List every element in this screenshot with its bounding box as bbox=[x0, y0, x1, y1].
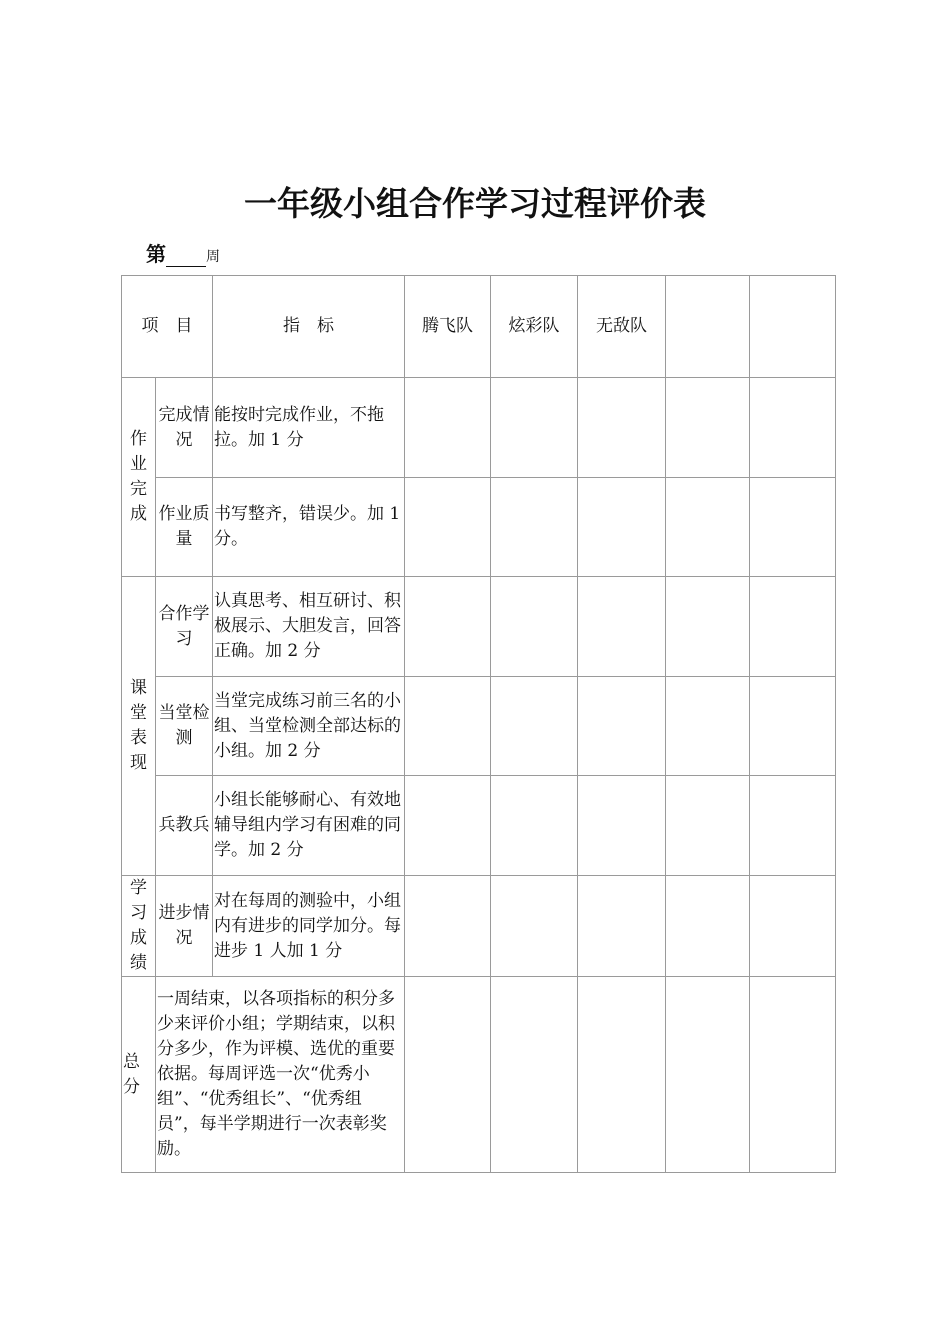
score-cell[interactable] bbox=[405, 876, 491, 977]
score-cell[interactable] bbox=[491, 478, 578, 577]
header-team-5 bbox=[750, 276, 836, 378]
score-cell[interactable] bbox=[666, 378, 750, 478]
score-cell[interactable] bbox=[666, 577, 750, 677]
table-row bbox=[122, 677, 836, 776]
score-cell[interactable] bbox=[405, 378, 491, 478]
sub-item: 进步情况 bbox=[156, 876, 213, 977]
header-indicator: 指 标 bbox=[213, 276, 405, 378]
score-cell[interactable] bbox=[750, 977, 836, 1173]
category-grades: 学习成绩 bbox=[122, 876, 156, 977]
sub-item: 作业质量 bbox=[156, 478, 213, 577]
score-cell[interactable] bbox=[405, 977, 491, 1173]
score-cell[interactable] bbox=[491, 378, 578, 478]
score-cell[interactable] bbox=[491, 776, 578, 876]
score-cell[interactable] bbox=[578, 677, 666, 776]
header-item: 项 目 bbox=[122, 276, 213, 378]
indicator-text: 当堂完成练习前三名的小组、当堂检测全部达标的小组。加 2 分 bbox=[213, 677, 405, 776]
table-row bbox=[122, 776, 836, 876]
week-unit: 周 bbox=[206, 249, 220, 265]
category-total: 总分 bbox=[122, 977, 156, 1173]
score-cell[interactable] bbox=[491, 677, 578, 776]
indicator-text: 对在每周的测验中，小组内有进步的同学加分。每进步 1 人加 1 分 bbox=[213, 876, 405, 977]
sub-item: 完成情况 bbox=[156, 378, 213, 478]
score-cell[interactable] bbox=[578, 776, 666, 876]
sub-item: 兵教兵 bbox=[156, 776, 213, 876]
header-team-2: 炫彩队 bbox=[491, 276, 578, 378]
indicator-text: 书写整齐，错误少。加 1 分。 bbox=[213, 478, 405, 577]
score-cell[interactable] bbox=[666, 876, 750, 977]
total-description: 一周结束，以各项指标的积分多少来评价小组；学期结束，以积分多少，作为评模、选优的重要依据。每周评选一次“优秀小组”、“优秀组长”、“优秀组员”，每半学期进行一次表彰奖励。 bbox=[156, 977, 405, 1173]
category-classroom: 课堂表现 bbox=[122, 577, 156, 876]
score-cell[interactable] bbox=[405, 577, 491, 677]
score-cell[interactable] bbox=[578, 577, 666, 677]
score-cell[interactable] bbox=[750, 378, 836, 478]
week-blank bbox=[166, 248, 206, 267]
score-cell[interactable] bbox=[750, 876, 836, 977]
score-cell[interactable] bbox=[405, 478, 491, 577]
score-cell[interactable] bbox=[578, 876, 666, 977]
week-line bbox=[146, 238, 220, 267]
indicator-text: 认真思考、相互研讨、积极展示、大胆发言，回答正确。加 2 分 bbox=[213, 577, 405, 677]
score-cell[interactable] bbox=[750, 478, 836, 577]
score-cell[interactable] bbox=[578, 378, 666, 478]
table-row bbox=[122, 478, 836, 577]
score-cell[interactable] bbox=[750, 677, 836, 776]
score-cell[interactable] bbox=[666, 677, 750, 776]
sub-item: 当堂检测 bbox=[156, 677, 213, 776]
table-row bbox=[122, 378, 836, 478]
score-cell[interactable] bbox=[491, 977, 578, 1173]
week-prefix: 第 bbox=[146, 242, 166, 266]
category-homework: 作业完成 bbox=[122, 378, 156, 577]
indicator-text: 能按时完成作业，不拖拉。加 1 分 bbox=[213, 378, 405, 478]
header-team-4 bbox=[666, 276, 750, 378]
score-cell[interactable] bbox=[666, 776, 750, 876]
sub-item: 合作学习 bbox=[156, 577, 213, 677]
score-cell[interactable] bbox=[578, 478, 666, 577]
score-cell[interactable] bbox=[405, 776, 491, 876]
score-cell[interactable] bbox=[491, 876, 578, 977]
score-cell[interactable] bbox=[578, 977, 666, 1173]
evaluation-table bbox=[121, 275, 836, 1173]
score-cell[interactable] bbox=[405, 677, 491, 776]
score-cell[interactable] bbox=[750, 577, 836, 677]
table-row bbox=[122, 977, 836, 1173]
page-title: 一年级小组合作学习过程评价表 bbox=[244, 184, 706, 223]
indicator-text: 小组长能够耐心、有效地辅导组内学习有困难的同学。加 2 分 bbox=[213, 776, 405, 876]
score-cell[interactable] bbox=[750, 776, 836, 876]
table-row bbox=[122, 577, 836, 677]
header-team-3: 无敌队 bbox=[578, 276, 666, 378]
table-row bbox=[122, 876, 836, 977]
score-cell[interactable] bbox=[491, 577, 578, 677]
score-cell[interactable] bbox=[666, 977, 750, 1173]
header-team-1: 腾飞队 bbox=[405, 276, 491, 378]
score-cell[interactable] bbox=[666, 478, 750, 577]
header-row bbox=[122, 276, 836, 378]
